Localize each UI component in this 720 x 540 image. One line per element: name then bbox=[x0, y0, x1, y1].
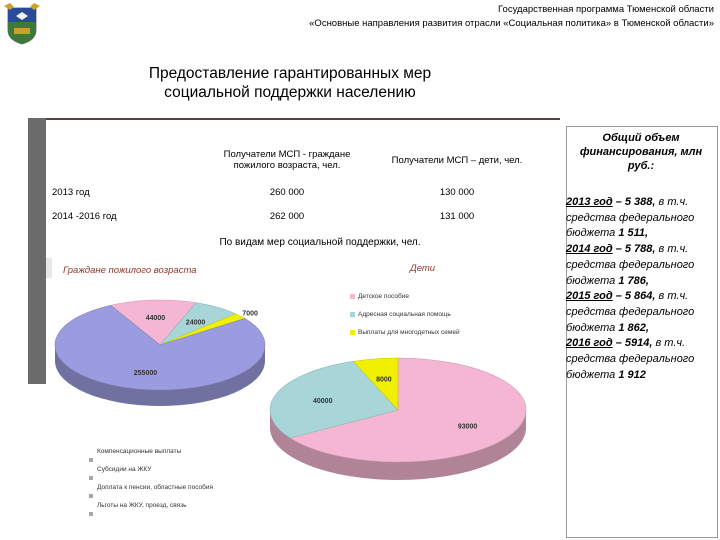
pie-elderly bbox=[55, 300, 265, 406]
legend-item-kids bbox=[350, 311, 451, 318]
legend-item-kids bbox=[350, 293, 409, 300]
chart-title-elderly: Граждане пожилого возраста bbox=[63, 265, 197, 276]
financing-fed-label: в т.ч. средства федерального бюджета bbox=[566, 337, 695, 381]
financing-entry bbox=[566, 289, 716, 336]
cell-elderly-value: 262 000 bbox=[269, 210, 305, 222]
financing-text bbox=[566, 195, 716, 383]
pie-data-label: 8000 bbox=[376, 376, 392, 384]
page-title-line-1: Предоставление гарантированных мер bbox=[148, 65, 432, 82]
financing-fed-value: 1 862, bbox=[618, 321, 649, 334]
financing-total: – 5914, bbox=[612, 337, 653, 350]
legend-swatch bbox=[89, 512, 93, 516]
financing-fed-value: 1 511, bbox=[618, 227, 649, 240]
financing-total: – 5 788, bbox=[612, 243, 656, 256]
chart-title-children: Дети bbox=[410, 263, 436, 274]
charts-subtitle: По видам мер социальной поддержки, чел. bbox=[219, 237, 421, 248]
pie-data-label: 7000 bbox=[242, 310, 258, 318]
legend-swatch bbox=[350, 294, 355, 299]
legend-item-kids bbox=[350, 329, 460, 336]
financing-fed-label: в т.ч. средства федерального бюджета bbox=[566, 243, 695, 287]
cell-children-value: 130 000 bbox=[439, 186, 475, 198]
financing-year: 2013 год bbox=[566, 196, 613, 208]
pie-data-label: 44000 bbox=[145, 315, 166, 323]
cell-children-value: 131 000 bbox=[439, 210, 475, 222]
financing-fed-label: в т.ч. средства федерального бюджета bbox=[566, 290, 695, 334]
financing-fed-value: 1 786, bbox=[618, 274, 649, 287]
page-title-line-2: социальной поддержки населению bbox=[164, 84, 416, 101]
financing-total: – 5 388, bbox=[612, 196, 656, 208]
financing-entry bbox=[566, 336, 716, 383]
legend-swatch bbox=[89, 458, 93, 462]
legend-label: Выплаты для многодетных семей bbox=[358, 329, 460, 336]
col-header-children: Получатели МСП – дети, чел. bbox=[391, 154, 523, 166]
col-header-elderly: Получатели МСП - граждане пожилого возраста, чел. bbox=[223, 149, 351, 171]
legend-label: Субсидии на ЖКУ bbox=[97, 466, 152, 473]
legend-item-elderly bbox=[97, 466, 151, 473]
legend-swatch bbox=[89, 476, 93, 480]
pie-data-label: 40000 bbox=[313, 397, 333, 405]
legend-swatch bbox=[350, 330, 355, 335]
legend-swatch bbox=[89, 494, 93, 498]
financing-year: 2014 год bbox=[566, 243, 613, 256]
financing-title: Общий объем финансирования, млн руб.: bbox=[579, 132, 703, 172]
legend-label: Компенсационные выплаты bbox=[97, 448, 182, 455]
financing-entry bbox=[566, 242, 716, 289]
pie-data-label: 93000 bbox=[457, 423, 478, 431]
legend-label: Адресная социальная помощь bbox=[358, 311, 451, 318]
financing-fed-value: 1 912 bbox=[618, 368, 646, 381]
pie-data-label: 255000 bbox=[133, 370, 158, 378]
legend-label: Льготы на ЖКУ, проезд, связь bbox=[97, 502, 187, 509]
legend-swatch bbox=[350, 312, 355, 317]
cell-elderly-value: 260 000 bbox=[269, 186, 305, 198]
row-label: 2014 -2016 год bbox=[52, 210, 117, 222]
legend-label: Доплата к пенсии, областные пособия bbox=[97, 484, 214, 491]
legend-item-elderly bbox=[97, 502, 187, 509]
financing-total: – 5 864, bbox=[612, 290, 656, 303]
header-subprogram: «Основные направления развития отрасли «Социальная политика» в Тюменской области» bbox=[309, 18, 714, 29]
legend-item-elderly bbox=[97, 448, 181, 455]
legend-item-elderly bbox=[97, 484, 213, 491]
pie-data-label: 24000 bbox=[185, 319, 206, 327]
row-label: 2013 год bbox=[52, 186, 90, 198]
financing-year: 2015 год bbox=[566, 290, 613, 303]
legend-label: Детское пособие bbox=[358, 293, 409, 300]
financing-entry bbox=[566, 195, 716, 242]
pie-children bbox=[270, 358, 526, 480]
financing-year: 2016 год bbox=[566, 337, 613, 350]
financing-fed-label: в т.ч. средства федерального бюджета bbox=[566, 196, 695, 240]
header-program: Государственная программа Тюменской области bbox=[498, 4, 714, 15]
